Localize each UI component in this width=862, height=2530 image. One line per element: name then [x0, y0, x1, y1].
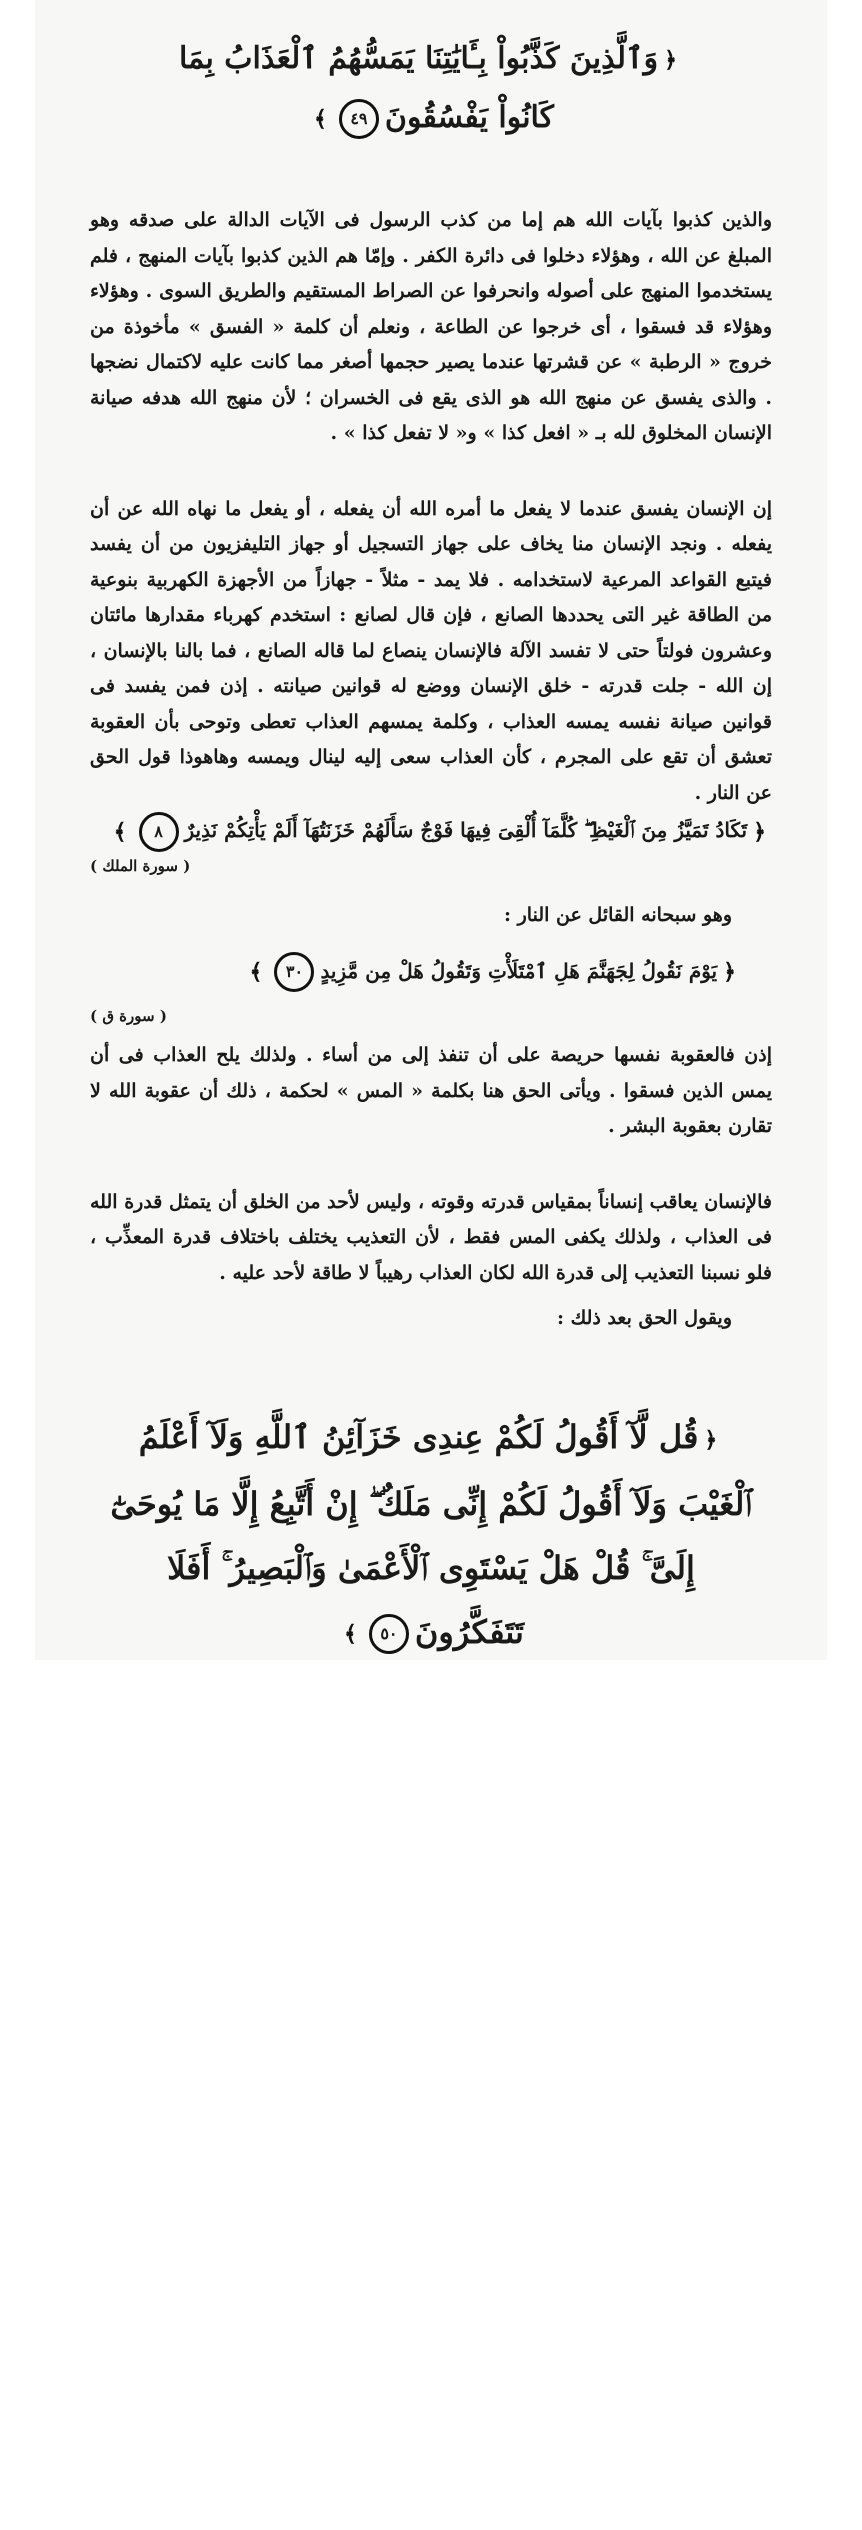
verse-line — [90, 1600, 772, 1667]
paragraph-2: إن الإنسان يفسق عندما لا يفعل ما أمره الله أن يفعله ، أو يفعل ما نهاه الله عن أن يفعله . ونجد الإنسان منا يخاف على جهاز التسجيل أو جهاز التليفزيون من أن يفسد فيتبع القواعد المرعية لاستخدامه . فلا يمد - مثلاً - جهازاً من الأجهزة الكهربية بنوعية من الطاقة غير التى يحددها الصانع ، فإن قال لصانع : استخدم كهرباء مقدارها مائتان وعشرون فولتاً حتى لا تفسد الآلة فالإنسان ينصاع لما قاله الصانع ، فما بالنا بالإنسان ، إن الله - جلت قدرته - خلق الإنسان ووضع له قوانين صيانته . إذن فمن يفسد فى قوانين صيانة نفسه يمسه العذاب ، وكلمة يمسهم العذاب تعطى وتوحى بأن العقوبة تعشق أن تقع على المجرم ، كأن العذاب سعى إليه لينال ويمسه وهاهوذا قول الحق عن النار . — [90, 497, 772, 804]
verse-line: إِلَىَّ ۚ قُلْ هَلْ يَسْتَوِى ٱلْأَعْمَىٰ وَٱلْبَصِيرُ ۚ أَفَلَا — [167, 1548, 695, 1587]
book-page — [35, 0, 827, 1660]
intro-next: ويقول الحق بعد ذلك : — [556, 1307, 732, 1329]
verse-text: قُل لَّآ أَقُولُ لَكُمْ عِندِى خَزَآئِنُ ٱللَّهِ وَلَآ أَعْلَمُ — [138, 1418, 699, 1456]
ornament-open-icon: ﴿ — [664, 47, 677, 73]
paragraph-3: إذن فالعقوبة نفسها حريصة على أن تنفذ إلى من أساء . ولذلك يلح العذاب فى أن يمس الذين فسقوا . ويأتى الحق هنا بكلمة « المس » لحكمة ، ذلك أن عقوبة الله لا تقارن بعقوبة البشر . — [90, 1044, 772, 1137]
ornament-close-icon: ﴾ — [249, 959, 263, 985]
verse-50 — [90, 1405, 772, 1666]
ayah-number: ٥٠ — [369, 1614, 409, 1654]
ornament-close-icon: ﴾ — [113, 818, 127, 845]
verse-49 — [90, 30, 772, 148]
surah-reference: ( سورة ق ) — [90, 1007, 167, 1025]
quote-text: تَكَادُ تَمَيَّزُ مِنَ ٱلْغَيْظِ ۖ كُلَّمَآ أُلْقِىَ فِيهَا فَوْجٌ سَأَلَهُمْ خَزَنَتُهَآ أَلَمْ يَأْتِكُمْ نَذِيرٌ — [184, 818, 748, 842]
verse-line — [90, 89, 772, 148]
ornament-open-icon: ﴿ — [753, 818, 766, 845]
ornament-close-icon: ﴾ — [344, 1621, 357, 1647]
ayah-number: ٣٠ — [274, 952, 314, 992]
surah-reference: ( سورة الملك ) — [90, 856, 191, 875]
verse-line — [90, 30, 772, 89]
ayah-number: ٨ — [139, 812, 179, 852]
intro-qaf: وهو سبحانه القائل عن النار : — [504, 903, 732, 926]
ornament-open-icon: ﴿ — [704, 1426, 718, 1453]
verse-line — [90, 1405, 772, 1472]
verse-line: ٱلْغَيْبَ وَلَآ أَقُولُ لَكُمْ إِنِّى مَلَكٌ ۖ إِنْ أَتَّبِعُ إِلَّا مَا يُوحَىٰٓ — [110, 1484, 752, 1523]
paragraph-4: فالإنسان يعاقب إنساناً بمقياس قدرته وقوته ، وليس لأحد من الخلق أن يتمثل قدرة الله فى العذاب ، ولذلك يكفى المس فقط ، لأن التعذيب يختلف باختلاف قدرة المعذِّب ، فلو نسبنا التعذيب إلى قدرة الله لكان العذاب رهيباً لا طاقة لأحد عليه . — [90, 1190, 772, 1284]
verse-text: وَٱلَّذِينَ كَذَّبُواْ بِـَٔايَٰتِنَا يَمَسُّهُمُ ٱلْعَذَابُ بِمَا — [179, 41, 659, 76]
ornament-open-icon: ﴿ — [723, 959, 736, 985]
quote-text: يَوْمَ نَقُولُ لِجَهَنَّمَ هَلِ ٱمْتَلَأْتِ وَتَقُولُ هَلْ مِن مَّزِيدٍ — [320, 958, 718, 983]
quote-mulk — [90, 811, 772, 852]
ornament-close-icon: ﴾ — [314, 106, 327, 132]
verse-text: كَانُواْ يَفْسُقُونَ — [384, 100, 554, 135]
ayah-number: ٤٩ — [339, 99, 379, 139]
verse-text: تَتَفَكَّرُونَ — [414, 1612, 524, 1651]
paragraph-1: والذين كذبوا بآيات الله هم إما من كذب الرسول فى الآيات الدالة على صدقه وهو المبلغ عن الله ، وهؤلاء دخلوا فى دائرة الكفر . وإمّا هم الذين كذبوا بآيات المنهج ، فلم يستخدموا المنهج على أصوله وانحرفوا عن الصراط المستقيم والطريق السوى . وهؤلاء وهؤلاء قد فسقوا ، أى خرجوا عن الطاعة ، ونعلم أن كلمة « الفسق » مأخوذة من خروج « الرطبة » عن قشرتها عندما يصير حجمها أصغر مما كانت عليه لاكتمال نضجها . والذى يفسق عن منهج الله هو الذى يقع فى الخسران ؛ لأن منهج الله هدفه صيانة الإنسان المخلوق لله بـ « افعل كذا » و« لا تفعل كذا » . — [90, 209, 772, 444]
quote-qaf — [90, 952, 772, 993]
page-content — [90, 30, 772, 1666]
